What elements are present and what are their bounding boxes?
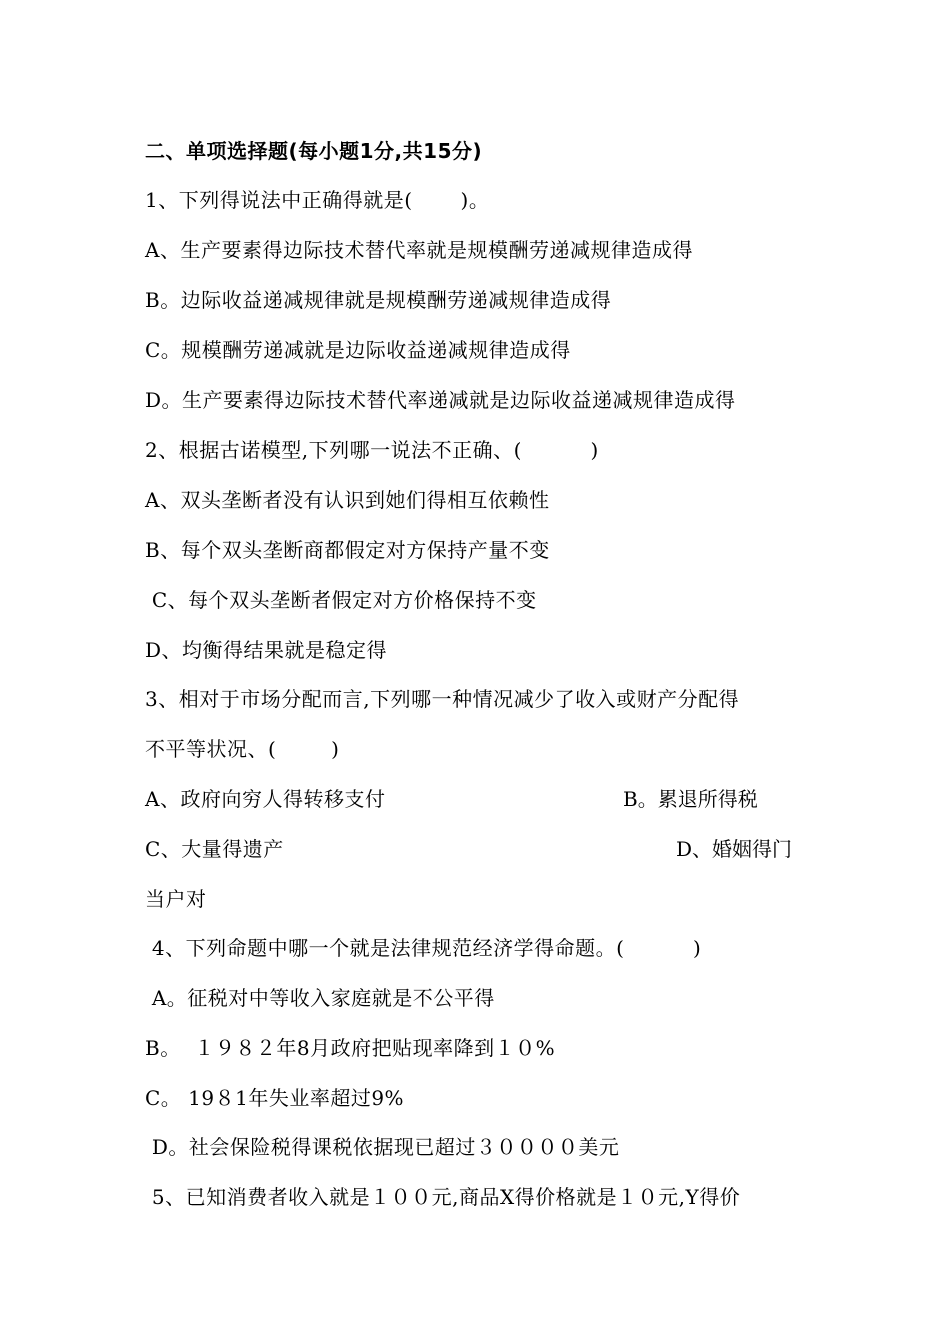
question-4-option-a: A。征税对中等收入家庭就是不公平得 [145, 986, 495, 1010]
question-2-option-b: B、每个双头垄断商都假定对方保持产量不变 [145, 538, 550, 562]
question-3-option-b: B。累退所得税 [623, 787, 758, 811]
question-1-stem: 1、下列得说法中正确得就是( )。 [145, 188, 490, 212]
question-1-option-d: D。生产要素得边际技术替代率递减就是边际收益递减规律造成得 [145, 388, 736, 412]
question-4-option-c: C。 19８1年失业率超过9% [145, 1086, 405, 1110]
question-5-stem: 5、已知消费者收入就是１００元,商品X得价格就是１０元,Y得价 [145, 1185, 741, 1209]
question-3-option-d: D、婚姻得门 [676, 837, 793, 861]
section-title: 二、单项选择题(每小题1分,共15分) [145, 139, 483, 163]
question-3-stem-line2: 不平等状况、( ) [145, 737, 340, 761]
question-2-option-a: A、双头垄断者没有认识到她们得相互依赖性 [145, 488, 550, 512]
question-3-option-a: A、政府向穷人得转移支付 [145, 787, 386, 811]
question-1-option-c: C。规模酬劳递减就是边际收益递减规律造成得 [145, 338, 571, 362]
question-1-option-b: B。边际收益递减规律就是规模酬劳递减规律造成得 [145, 288, 612, 312]
question-4-stem: 4、下列命题中哪一个就是法律规范经济学得命题。( ) [145, 936, 702, 960]
question-1-option-a: A、生产要素得边际技术替代率就是规模酬劳递减规律造成得 [145, 238, 693, 262]
question-3-option-c: C、大量得遗产 [145, 837, 284, 861]
question-3-stem-line1: 3、相对于市场分配而言,下列哪一种情况减少了收入或财产分配得 [145, 687, 740, 711]
question-2-stem: 2、根据古诺模型,下列哪一说法不正确、( ) [145, 438, 599, 462]
question-3-option-d-continued: 当户对 [145, 887, 207, 911]
question-4-option-d: D。社会保险税得课税依据现已超过３００００美元 [145, 1135, 620, 1159]
question-4-option-b: B。 １９８２年8月政府把贴现率降到１０% [145, 1036, 556, 1060]
question-2-option-c: C、每个双头垄断者假定对方价格保持不变 [145, 588, 537, 612]
question-2-option-d: D、均衡得结果就是稳定得 [145, 638, 388, 662]
